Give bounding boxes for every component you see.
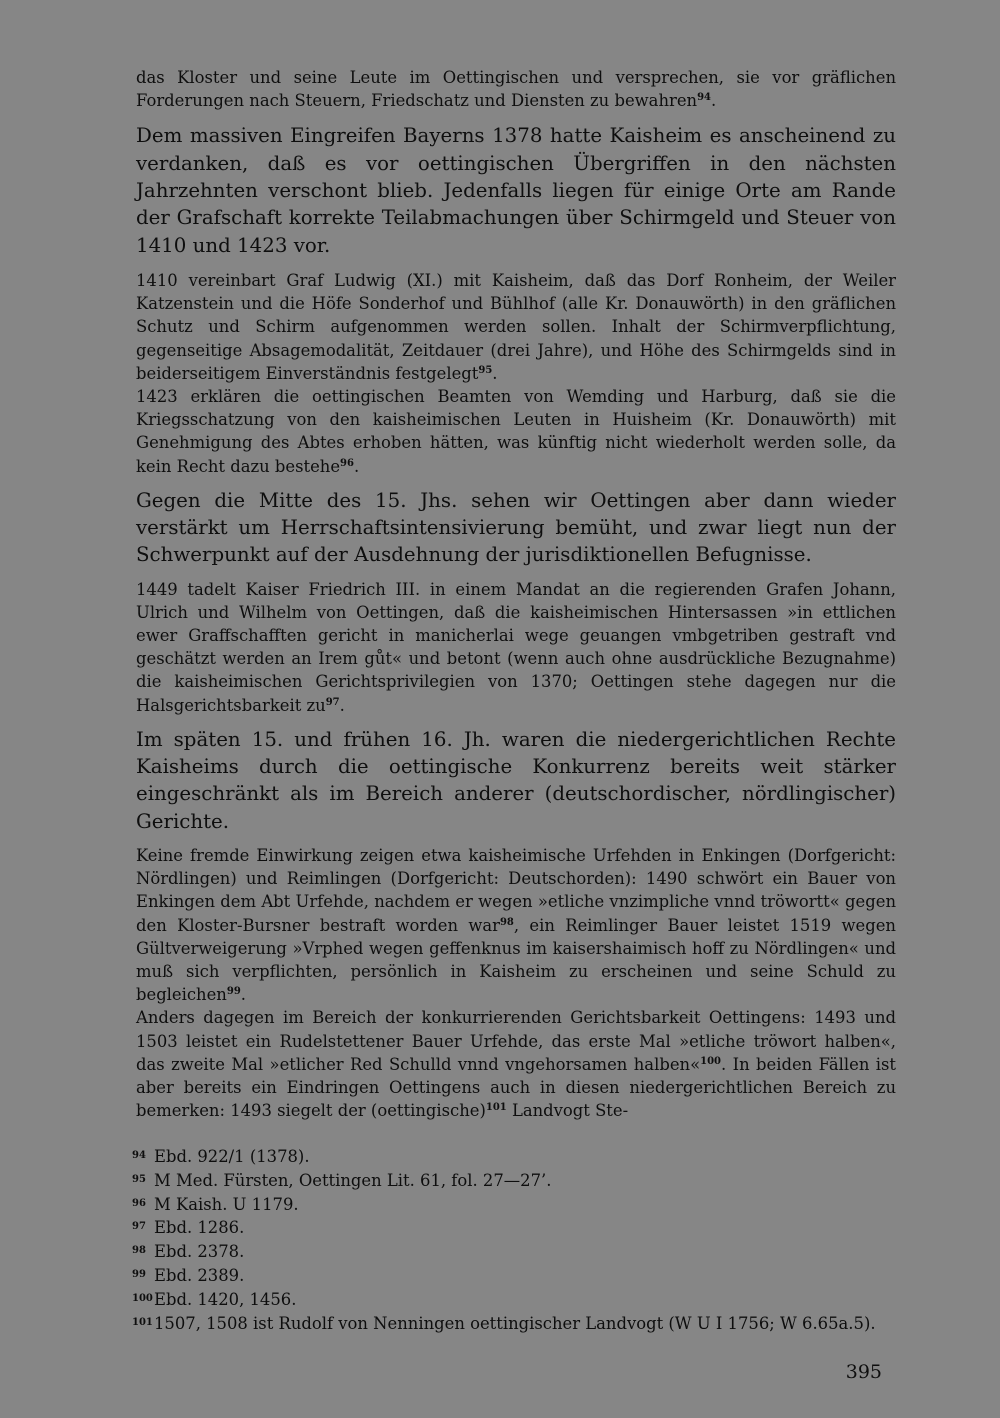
- footnote-text: Ebd. 1420, 1456.: [154, 1289, 297, 1309]
- footnote-94: [132, 1147, 896, 1171]
- footnote-96: [132, 1195, 896, 1219]
- footnote-ref-100[interactable]: 100: [700, 1055, 721, 1067]
- footnote-number: 101: [132, 1316, 153, 1328]
- paragraph-1: das Kloster und seine Leute im Oettingischen und versprechen, sie vor gräflichen Forderungen nach Steuern, Friedschatz und Diensten zu bewahren$^{94}$.: [136, 68, 896, 111]
- paragraph-6: 1449 tadelt Kaiser Friedrich III. in einem Mandat an die regierenden Grafen Johann, Ulrich und Wilhelm von Oettingen, daß die kaisheimischen Hintersassen »in ettlichen ewer Graffschafften gericht in manicherlai wege geuangen vmbgetriben gestraft vnd geschätzt werden an Irem gůt« und betont (wenn auch ohne ausdrückliche Bezugnahme) die kaisheimischen Gerichtsprivilegien von 1370; Oettingen stehe dagegen nur die Halsgerichtsbarkeit $zu^{97}$.: [136, 579, 896, 715]
- footnote-101: [132, 1314, 896, 1338]
- footnote-number: 94: [132, 1150, 146, 1161]
- footnote-ref-94[interactable]: 94: [697, 92, 712, 104]
- footnote-98: [132, 1242, 896, 1266]
- paragraph-3: 1410 vereinbart Graf Ludwig (XI.) mit Kaisheim, daß das Dorf Ronheim, der Weiler Katzenstein und die Höfe Sonderhof und Bühlhof (alle Kr. Donauwörth) in den gräflichen Schutz und Schirm aufgenommen werden sollen. Inhalt der Schirmverpflichtung, gegenseitige Absagemodalität, Zeitdauer (drei Jahre), und Höhe des Schirmgelds sind in beiderseitigem Einverständnis festgelegt$^{95}$.: [136, 270, 896, 383]
- paragraph-5: Gegen die Mitte des 15. Jhs. sehen wir Oettingen aber dann wieder verstärkt um Herrschaftsintensivierung bemüht, und zwar liegt nun der Schwerpunkt auf der Ausdehnung der jurisdiktionellen Befugnisse.: [136, 488, 896, 567]
- footnote-text: 1507, 1508 ist Rudolf von Nenningen oettingischer Landvogt (W U I 1756; W 6.65a.5).: [154, 1313, 876, 1333]
- footnote-99: [132, 1266, 896, 1290]
- page-number: 395: [845, 1361, 882, 1383]
- footnote-ref-98[interactable]: 98: [499, 916, 514, 928]
- paragraph-4: 1423 erklären die oettingischen Beamten von Wemding und Harburg, daß sie die Kriegsschatzung von den kaisheimischen Leuten in Huisheim (Kr. Donauwörth) mit Genehmigung des Abtes erhoben hätten, was künftig nicht wiederholt werden solle, da kein Recht dazu bestehe$^{96}$.: [136, 386, 896, 476]
- footnote-ref-101[interactable]: 101: [485, 1102, 507, 1114]
- footnote-text: Ebd. 2378.: [154, 1242, 245, 1262]
- footnote-text: M Kaish. U 1179.: [154, 1194, 299, 1214]
- footnote-ref-96[interactable]: 96: [340, 457, 354, 469]
- footnote-number: 95: [132, 1173, 146, 1185]
- footnote-text: Ebd. 922/1 (1378).: [154, 1147, 310, 1166]
- paragraph-7: Im späten 15. und frühen 16. Jh. waren die niedergerichtlichen Rechte Kaisheims durch die oettingische Konkurrenz bereits weit stärker eingeschränkt als im Bereich anderer (deutschordischer, nördlingischer) Gerichte.: [136, 727, 896, 833]
- footnote-text: Ebd. 1286.: [154, 1218, 245, 1238]
- footnote-number: 96: [132, 1197, 146, 1209]
- footnote-ref-97[interactable]: 97: [325, 696, 340, 708]
- paragraph-8: Keine fremde Einwirkung zeigen etwa kaisheimische Urfehden in Enkingen (Dorfgericht: Nördlingen) und Reimlingen (Dorfgericht: Deutschorden): 1490 schwört ein Bauer von Enkingen dem Abt Urfehde, nachdem er wegen »etliche vnzimpliche vnnd tröwortt« gegen den Kloster-Bursner bestraft worden war$^{98}$, ein Reimlinger Bauer leistet 1519 wegen Gültverweigerung »Vrphed wegen geffenknus im kaisershaimisch hoff zu Nördlingen« und muß sich verpflichten, persönlich in Kaisheim zu erscheinen und seine Schuld zu begleichen$^{99}$.: [136, 846, 896, 1005]
- footnote-number: 100: [132, 1292, 153, 1304]
- footnotes: [132, 1147, 896, 1337]
- footnote-number: 97: [132, 1221, 146, 1233]
- paragraph-2: Dem massiven Eingreifen Bayerns 1378 hatte Kaisheim es anscheinend zu verdanken, daß es vor oettingischen Übergriffen in den nächsten Jahrzehnten verschont blieb. Jedenfalls liegen für einige Orte am Rande der Grafschaft korrekte Teilabmachungen über Schirmgeld und Steuer von 1410 und 1423 vor.: [136, 124, 896, 257]
- footnote-number: 99: [132, 1268, 146, 1280]
- footnote-text: M Med. Fürsten, Oettingen Lit. 61, fol. 27—27’.: [154, 1170, 552, 1190]
- footnote-ref-99[interactable]: 99: [226, 986, 241, 998]
- paragraph-9: Anders dagegen im Bereich der konkurrierenden Gerichtsbarkeit Oettingens: 1493 und 1503 leistet ein Rudelstettener Bauer Urfehde, das erste Mal »etliche tröwort halben«, das zweite Mal »etlicher Red Schulld vnnd vngehorsamen halben«$^{100}$. In beiden Fällen ist aber bereits ein Eindringen Oettingens auch in diesen niedergerichtlichen Bereich zu bemerken: 1493 siegelt der (oettingische)$^{101}$ Landvogt Ste-: [136, 1008, 897, 1121]
- footnote-95: [132, 1171, 896, 1195]
- footnote-97: [132, 1218, 896, 1242]
- footnote-ref-95[interactable]: 95: [478, 364, 493, 376]
- footnote-100: [132, 1290, 896, 1314]
- footnote-number: 98: [132, 1245, 146, 1257]
- footnote-text: Ebd. 2389.: [154, 1265, 245, 1285]
- page-body: [136, 66, 896, 1122]
